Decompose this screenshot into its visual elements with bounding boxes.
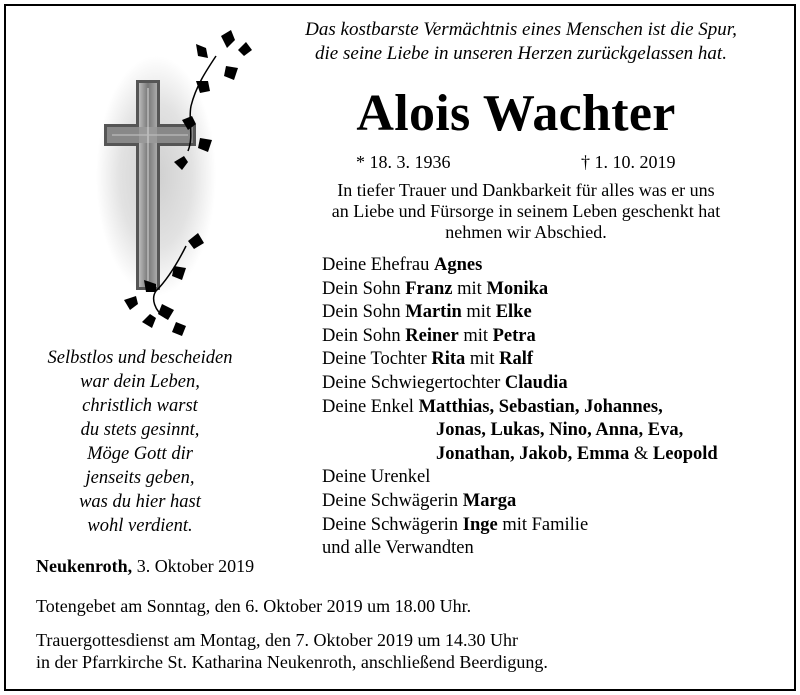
deceased-name: Alois Wachter: [356, 85, 676, 142]
poem-line: du stets gesinnt,: [80, 420, 200, 440]
quote-line: die seine Liebe in unseren Herzen zurückgelassen hat.: [315, 43, 727, 64]
funeral-service-announcement: [36, 629, 548, 673]
mourner-row: Jonathan, Jakob, Emma & Leopold: [436, 443, 718, 464]
date: 3. Oktober 2019: [136, 556, 255, 576]
poem-line: war dein Leben,: [80, 372, 200, 392]
poem-line: Selbstlos und bescheiden: [47, 348, 233, 368]
mourner-row: Deine Tochter Rita mit Ralf: [322, 349, 534, 370]
place: Neukenroth,: [36, 556, 133, 576]
mourner-row: und alle Verwandten: [322, 538, 474, 559]
mourner-row: Deine Schwiegertochter Claudia: [322, 372, 568, 393]
poem-line: was du hier hast: [79, 492, 201, 512]
cross-with-ivy-icon: [96, 26, 266, 336]
obituary-notice: [4, 4, 796, 691]
mourner-row: Deine Enkel Matthias, Sebastian, Johannes,: [322, 396, 663, 417]
farewell-text: [296, 180, 756, 243]
mourners-list: [322, 254, 718, 561]
farewell-line: In tiefer Trauer und Dankbarkeit für alles was er uns: [337, 180, 715, 200]
poem-line: wohl verdient.: [87, 516, 193, 536]
mourner-row: Deine Schwägerin Marga: [322, 490, 517, 511]
mourner-row: Deine Urenkel: [322, 467, 431, 488]
mourner-row: Dein Sohn Franz mit Monika: [322, 278, 549, 299]
poem-line: christlich warst: [82, 396, 198, 416]
mourner-row: Deine Schwägerin Inge mit Familie: [322, 514, 589, 535]
mourner-row: Dein Sohn Martin mit Elke: [322, 302, 532, 323]
place-and-date: [36, 555, 254, 577]
service-line: in der Pfarrkirche St. Katharina Neukenroth, anschließend Beerdigung.: [36, 652, 548, 672]
poem-line: Möge Gott dir: [87, 444, 193, 464]
memorial-quote: [256, 18, 786, 66]
death-date: † 1. 10. 2019: [581, 152, 676, 172]
mourner-row: Jonas, Lukas, Nino, Anna, Eva,: [436, 420, 684, 441]
mourner-row: Dein Sohn Reiner mit Petra: [322, 325, 536, 346]
mourner-row: Deine Ehefrau Agnes: [322, 255, 483, 275]
prayer-announcement: Totengebet am Sonntag, den 6. Oktober 2019 um 18.00 Uhr.: [36, 596, 472, 616]
memorial-poem: [30, 346, 250, 538]
service-line: Trauergottesdienst am Montag, den 7. Oktober 2019 um 14.30 Uhr: [36, 630, 518, 650]
poem-line: jenseits geben,: [85, 468, 195, 488]
farewell-line: an Liebe und Fürsorge in seinem Leben geschenkt hat: [331, 201, 721, 221]
birth-date: * 18. 3. 1936: [356, 152, 451, 172]
quote-line: Das kostbarste Vermächtnis eines Menschen ist die Spur,: [305, 19, 737, 40]
farewell-line: nehmen wir Abschied.: [445, 222, 607, 242]
